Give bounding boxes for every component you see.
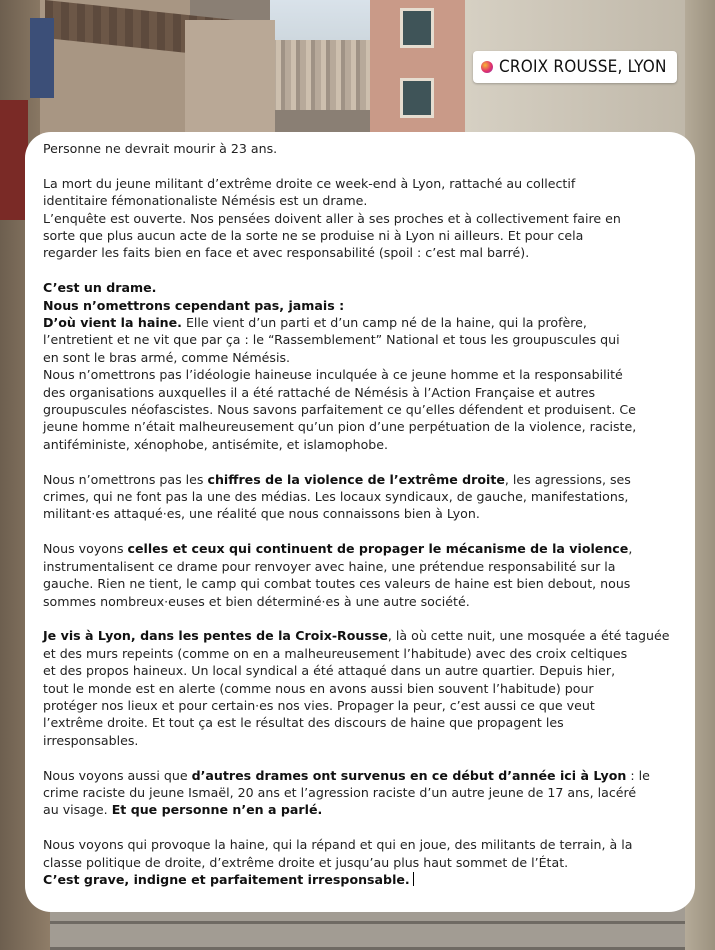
text: , xyxy=(628,541,633,557)
text-line xyxy=(43,558,681,575)
bold-text: D’où vient la haine. xyxy=(43,315,182,331)
text-line xyxy=(43,680,681,697)
text: et des murs repeints (comme on en a malheureusement l’habitude) avec des croix celtiques xyxy=(43,645,628,661)
building-pink xyxy=(370,0,470,140)
text: , là où cette nuit, une mosquée a été taguée xyxy=(387,628,670,644)
text: crimes, qui ne font pas la une des médias. Les locaux syndicaux, de gauche, manifestations, xyxy=(43,489,629,505)
text-cursor xyxy=(413,872,414,886)
text-card[interactable] xyxy=(25,132,695,912)
location-label: CROIX ROUSSE, LYON xyxy=(499,57,667,77)
text-line xyxy=(43,140,681,157)
paragraph xyxy=(43,175,681,262)
text-line xyxy=(43,175,681,192)
text: l’extrême droite. Et tout ça est le résultat des discours de haine que propagent les xyxy=(43,715,564,731)
text-line xyxy=(43,645,681,662)
building-center-left xyxy=(185,20,275,140)
bold-text: Je vis à Lyon, dans les pentes de la Croix-Rousse xyxy=(43,628,388,644)
paragraph xyxy=(43,836,681,888)
bold-text: Et que personne n’en a parlé. xyxy=(111,802,323,818)
text-line xyxy=(43,244,681,261)
text: : le xyxy=(626,767,650,783)
text-line xyxy=(43,314,681,331)
text: et des propos haineux. Un local syndical a été attaqué dans un autre quartier. Depuis hier, xyxy=(43,663,616,679)
text: Personne ne devrait mourir à 23 ans. xyxy=(43,141,278,156)
text: sommes nombreux·euses et bien déterminé·es à une autre société. xyxy=(43,593,470,609)
text: L’enquête est ouverte. Nos pensées doivent aller à ses proches et à collectivement faire en xyxy=(43,210,621,226)
text: crime raciste du jeune Ismaël, 20 ans et l’agression raciste d’un autre jeune de 17 ans, lacéré xyxy=(43,784,637,800)
text-line xyxy=(43,488,681,505)
text: Elle vient d’un parti et d’un camp né de la haine, qui la profère, xyxy=(181,315,587,331)
text: protéger nos lieux et pour certain·es nos vies. Propager la peur, c’est aussi ce que veut xyxy=(43,697,595,713)
bold-text: Nous n’omettrons cependant pas, jamais : xyxy=(43,297,345,313)
text: groupuscules néofascistes. Nous savons parfaitement ce qu’elles défendent et produisent. Ce xyxy=(43,402,636,418)
bold-text: C’est un drame. xyxy=(43,280,157,296)
text: antiféministe, xénophobe, antisémite, et islamophobe. xyxy=(43,436,389,452)
text: classe politique de droite, d’extrême droite et jusqu’au plus haut sommet de l’État. xyxy=(43,854,569,870)
text-line xyxy=(43,471,681,488)
text-line xyxy=(43,192,681,209)
paragraph xyxy=(43,540,681,610)
text: Nous n’omettrons pas l’idéologie haineuse inculquée à ce jeune homme et la responsabilité xyxy=(43,367,623,383)
text: instrumentalisent ce drame pour renvoyer avec haine, une prétendue responsabilité sur la xyxy=(43,558,616,574)
text: l’entretient et ne vit que par ça : le “Rassemblement” National et tous les groupuscules qui xyxy=(43,332,620,348)
paragraph xyxy=(43,140,681,157)
text: jeune homme n’était malheureusement qu’un pion d’une perpétuation de la violence, raciste, xyxy=(43,419,637,435)
text-line xyxy=(43,784,681,801)
text: gauche. Rien ne tient, le camp qui combat toutes ces valeurs de haine est bien debout, nous xyxy=(43,576,631,592)
text-line xyxy=(43,575,681,592)
text: La mort du jeune militant d’extrême droite ce week-end à Lyon, rattaché au collectif xyxy=(43,175,576,191)
text-line xyxy=(43,384,681,401)
bold-text: chiffres de la violence de l’extrême droite xyxy=(207,471,505,487)
text-line xyxy=(43,767,681,784)
text: Nous voyons xyxy=(43,541,128,557)
text-line xyxy=(43,505,681,522)
text-line xyxy=(43,331,681,348)
text-line xyxy=(43,210,681,227)
text: Nous n’omettrons pas les xyxy=(43,471,208,487)
text: identitaire fémonationaliste Némésis est un drame. xyxy=(43,193,368,209)
text-line xyxy=(43,401,681,418)
text: Nous voyons qui provoque la haine, qui la répand et qui en joue, des militants de terrain, à la xyxy=(43,837,633,853)
shop-front xyxy=(0,100,28,220)
text-line xyxy=(43,627,681,644)
window xyxy=(400,78,434,118)
text: Nous voyons aussi que xyxy=(43,767,192,783)
text: , les agressions, ses xyxy=(504,471,631,487)
bold-text: C’est grave, indigne et parfaitement irresponsable. xyxy=(43,871,410,887)
text-line xyxy=(43,801,681,818)
text-line xyxy=(43,871,681,888)
text-line xyxy=(43,662,681,679)
text-line xyxy=(43,714,681,731)
text: irresponsables. xyxy=(43,732,139,748)
paragraph xyxy=(43,627,681,749)
text-line xyxy=(43,297,681,314)
paragraph xyxy=(43,471,681,523)
text: en sont le bras armé, comme Némésis. xyxy=(43,349,291,365)
text-line xyxy=(43,732,681,749)
text-line xyxy=(43,279,681,296)
paragraph xyxy=(43,279,681,453)
location-sticker[interactable] xyxy=(473,51,677,83)
text-line xyxy=(43,227,681,244)
text: militant·es attaqué·es, une réalité que nous connaissons bien à Lyon. xyxy=(43,506,480,522)
text: des organisations auxquelles il a été rattaché de Némésis à l’Action Française et autres xyxy=(43,384,596,400)
text-line xyxy=(43,593,681,610)
text: sorte que plus aucun acte de la sorte ne se produise ni à Lyon ni ailleurs. Et pour cela xyxy=(43,228,584,244)
text: au visage. xyxy=(43,802,112,818)
paragraph xyxy=(43,767,681,819)
text-line xyxy=(43,436,681,453)
text-line xyxy=(43,540,681,557)
text-line xyxy=(43,418,681,435)
text: tout le monde est en alerte (comme nous en avons aussi bien souvent l’habitude) pour xyxy=(43,680,594,696)
text-line xyxy=(43,697,681,714)
bold-text: celles et ceux qui continuent de propager le mécanisme de la violence xyxy=(127,541,629,557)
text-line xyxy=(43,366,681,383)
location-pin-icon xyxy=(481,61,493,73)
window xyxy=(400,8,434,48)
text: regarder les faits bien en face et avec responsabilité (spoil : c’est mal barré). xyxy=(43,245,530,261)
text-line xyxy=(43,854,681,871)
distant-city xyxy=(270,40,370,110)
text-line xyxy=(43,836,681,853)
bold-text: d’autres drames ont survenus en ce début d’année ici à Lyon xyxy=(191,767,627,783)
text-line xyxy=(43,349,681,366)
banner xyxy=(30,18,54,98)
